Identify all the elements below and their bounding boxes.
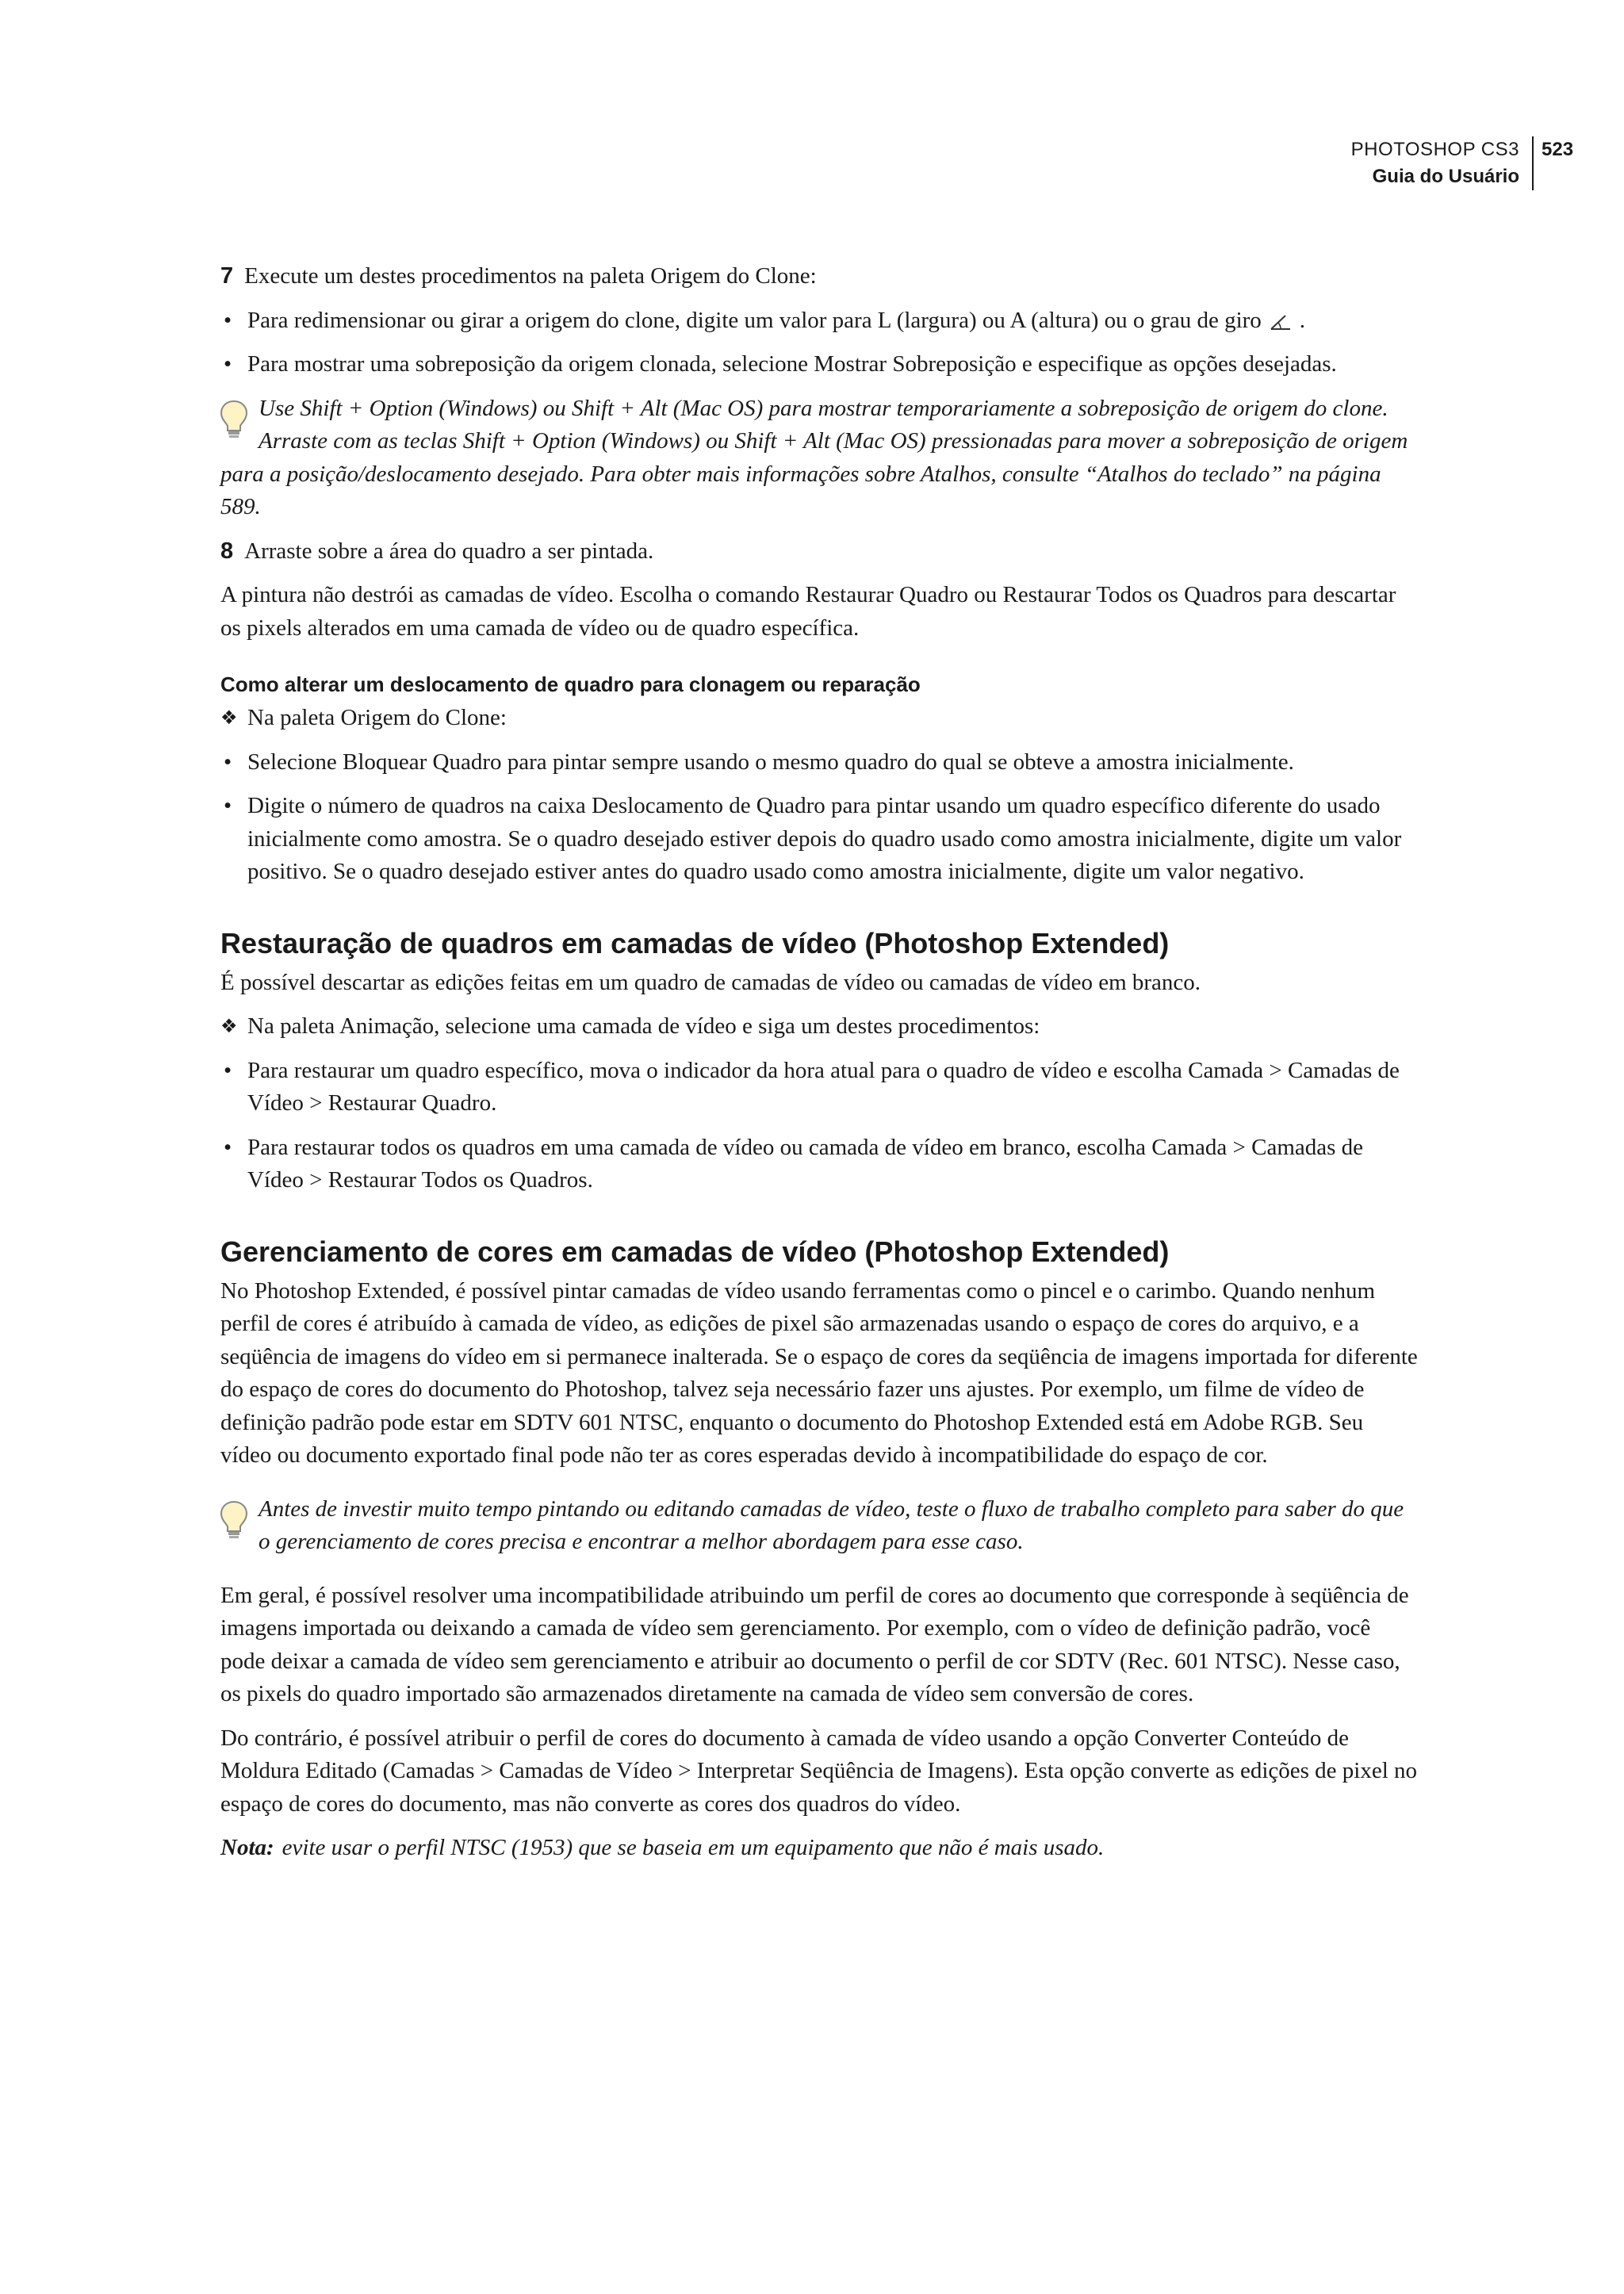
section-heading: Gerenciamento de cores em camadas de vídeo (Photoshop Extended) [220, 1235, 1170, 1268]
list-item [220, 746, 1419, 779]
running-header [1351, 136, 1534, 190]
list-item [220, 1055, 1419, 1120]
note [220, 1832, 1419, 1865]
note-label: Nota: [220, 1835, 274, 1860]
tip-text: Antes de investir muito tempo pintando ou editando camadas de vídeo, teste o fluxo de trabalho completo para saber do que o gerenciamento de cores precisa e encontrar a melhor abordagem para esse caso. [259, 1496, 1404, 1554]
list-item-text: Para restaurar todos os quadros em uma camada de vídeo ou camada de vídeo em branco, escolha Camada > Camadas de Vídeo > Restaurar Todos os Quadros. [247, 1134, 1364, 1193]
page-content [220, 260, 1419, 1865]
diamond-bullet-icon: ❖ [220, 1015, 238, 1037]
paragraph: A pintura não destrói as camadas de vídeo. Escolha o comando Restaurar Quadro ou Restaurar Todos os Quadros para descartar os pixels alterados em uma camada de vídeo ou de quadro específica. [220, 582, 1396, 641]
procedure-intro [220, 702, 1419, 735]
list-item [220, 1132, 1419, 1197]
list-item [220, 304, 1419, 338]
paragraph: É possível descartar as edições feitas em um quadro de camadas de vídeo ou camadas de vídeo em branco. [220, 969, 1201, 995]
page-number: 523 [1542, 139, 1574, 160]
tip-line-1: Use Shift + Option (Windows) ou Shift + Alt (Mac OS) para mostrar temporariamente a sobreposição de origem do clone. [259, 395, 1388, 421]
list-item [220, 348, 1419, 381]
step-number: 8 [220, 538, 234, 564]
list-item-text: Selecione Bloquear Quadro para pintar sempre usando o mesmo quadro do qual se obteve a amostra inicialmente. [247, 749, 1294, 775]
procedure-text: Na paleta Origem do Clone: [247, 705, 507, 730]
section-heading: Restauração de quadros em camadas de vídeo (Photoshop Extended) [220, 926, 1170, 959]
header-guide: Guia do Usuário [1372, 166, 1519, 187]
angle-rotate-icon [1270, 313, 1292, 331]
list-item-text: Para redimensionar ou girar a origem do clone, digite um valor para L (largura) ou A (altura) ou o grau de giro [247, 307, 1262, 333]
list-item [220, 790, 1419, 889]
list-item-text: Digite o número de quadros na caixa Deslocamento de Quadro para pintar usando um quadro específico diferente do usado inicialmente como amostra. Se o quadro desejado estiver depois do quadro usado como amostra inicialmente, digite um valor positivo. Se o quadro desejado estiver antes do quadro usado como amostra inicialmente, digite um valor negativo. [247, 793, 1402, 884]
step-number: 7 [220, 263, 234, 289]
step-7 [220, 260, 1419, 293]
note-text: evite usar o perfil NTSC (1953) que se baseia em um equipamento que não é mais usado. [282, 1835, 1105, 1860]
list-item-end: . [1299, 307, 1306, 333]
procedure-text: Na paleta Animação, selecione uma camada de vídeo e siga um destes procedimentos: [247, 1013, 1040, 1039]
tip-block [220, 1493, 1419, 1559]
step-text: Execute um destes procedimentos na paleta Origem do Clone: [244, 263, 817, 289]
paragraph: No Photoshop Extended, é possível pintar camadas de vídeo usando ferramentas como o pincel e o carimbo. Quando nenhum perfil de cores é atribuído à camada de vídeo, as edições de pixel são armazenadas usando o espaço de cores do arquivo, e a seqüência de imagens do vídeo em si permanece inalterada. Se o espaço de cores da seqüência de imagens importada for diferente do espaço de cores do documento do Photoshop, talvez seja necessário fazer uns ajustes. Por exemplo, um filme de vídeo de definição padrão pode estar em SDTV 601 NTSC, enquanto o documento do Photoshop Extended está em Adobe RGB. Seu vídeo ou documento exportado final pode não ter as cores esperadas devido à incompatibilidade do espaço de cor. [220, 1277, 1418, 1468]
diamond-bullet-icon: ❖ [220, 707, 238, 729]
paragraph: Do contrário, é possível atribuir o perfil de cores do documento à camada de vídeo usando a opção Converter Conteúdo de Moldura Editado (Camadas > Camadas de Vídeo > Interpretar Seqüência de Imagens). Esta opção converte as edições de pixel no espaço de cores do documento, mas não converte as cores dos quadros do vídeo. [220, 1725, 1418, 1817]
list-item-text: Para restaurar um quadro específico, mova o indicador da hora atual para o quadro de vídeo e escolha Camada > Camadas de Vídeo > Restaurar Quadro. [247, 1057, 1400, 1116]
lightbulb-icon [219, 1499, 249, 1541]
lightbulb-icon [219, 399, 249, 440]
header-product: PHOTOSHOP CS3 [1350, 139, 1519, 160]
tip-line-2: Arraste com as teclas Shift + Option (Windows) ou Shift + Alt (Mac OS) pressionadas para mover a sobreposição de origem para a posição/deslocamento desejado. Para obter mais informações sobre Atalhos, consulte “Atalhos do teclado” na página 589. [220, 428, 1408, 519]
paragraph: Em geral, é possível resolver uma incompatibilidade atribuindo um perfil de cores ao documento que corresponde à seqüência de imagens importada ou deixando a camada de vídeo sem gerenciamento. Por exemplo, com o vídeo de definição padrão, você pode deixar a camada de vídeo sem gerenciamento e atribuir ao documento o perfil de cor SDTV (Rec. 601 NTSC). Nesse caso, os pixels do quadro importado são armazenados diretamente na camada de vídeo sem conversão de cores. [220, 1582, 1409, 1706]
subsection-title: Como alterar um deslocamento de quadro para clonagem ou reparação [220, 672, 921, 696]
list-item-text: Para mostrar uma sobreposição da origem clonada, selecione Mostrar Sobreposição e especifique as opções desejadas. [247, 351, 1337, 377]
tip-block [220, 393, 1419, 524]
step-text: Arraste sobre a área do quadro a ser pintada. [244, 538, 654, 564]
step-8 [220, 535, 1419, 569]
procedure-intro [220, 1010, 1419, 1044]
